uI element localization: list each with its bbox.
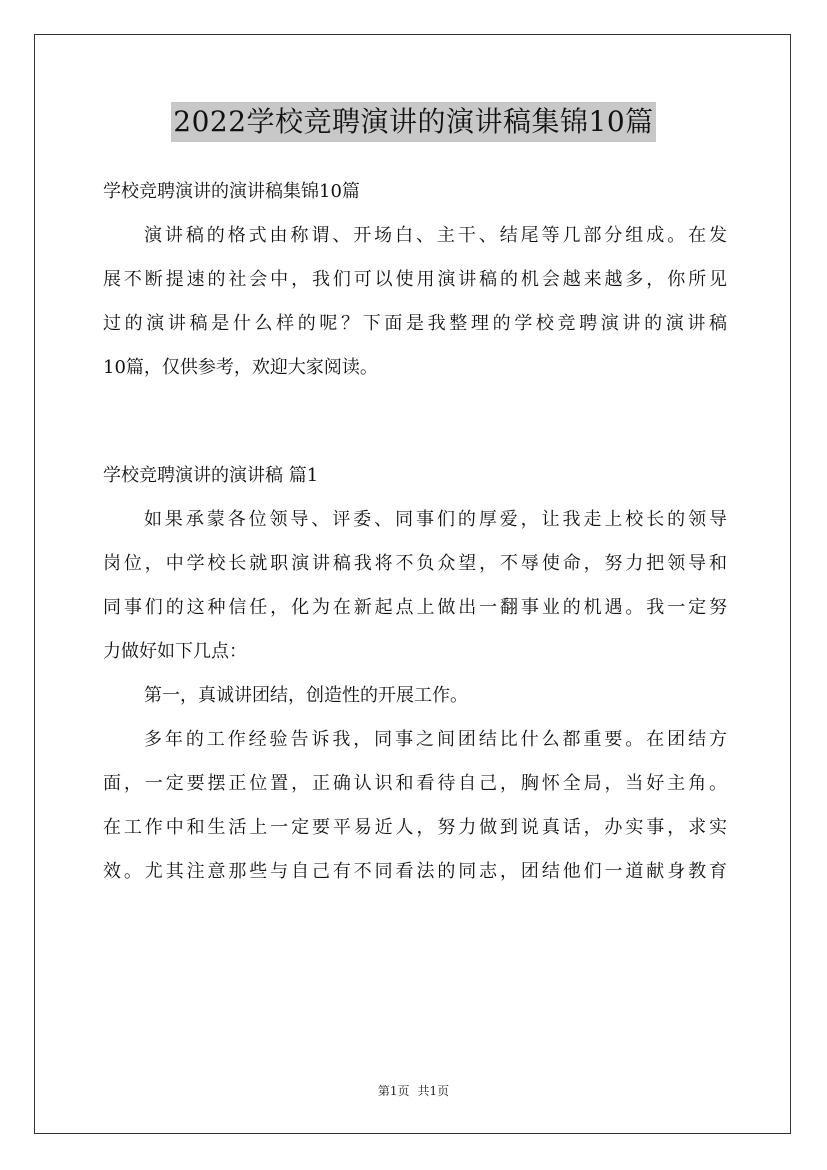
title-container <box>0 102 827 142</box>
paragraph-2 <box>103 674 727 718</box>
paragraph-line: 在工作中和生活上一定要平易近人，努力做到说真话，办实事，求实 <box>103 817 727 838</box>
paragraph-line: 力做好如下几点： <box>103 641 247 662</box>
page-number: 第1页 <box>377 1084 410 1098</box>
paragraph-line: 展不断提速的社会中，我们可以使用演讲稿的机会越来越多，你所见 <box>103 269 727 290</box>
paragraph-line: 效。尤其注意那些与自己有不同看法的同志，团结他们一道献身教育 <box>103 861 727 882</box>
paragraph-line: 过的演讲稿是什么样的呢？下面是我整理的学校竞聘演讲的演讲稿 <box>103 313 727 334</box>
paragraph-3 <box>103 718 727 894</box>
paragraph-line: 演讲稿的格式由称谓、开场白、主干、结尾等几部分组成。在发 <box>144 225 727 246</box>
paragraph-line: 同事们的这种信任，化为在新起点上做出一翻事业的机遇。我一定努 <box>103 597 727 618</box>
paragraph-line: 10篇，仅供参考，欢迎大家阅读。 <box>103 357 378 378</box>
paragraph-line: 多年的工作经验告诉我，同事之间团结比什么都重要。在团结方 <box>144 729 727 750</box>
section-heading: 学校竞聘演讲的演讲稿 篇1 <box>103 465 319 486</box>
paragraph-line: 面，一定要摆正位置，正确认识和看待自己，胸怀全局，当好主角。 <box>103 773 727 794</box>
paragraph-line: 岗位，中学校长就职演讲稿我将不负众望，不辱使命，努力把领导和 <box>103 553 727 574</box>
page-total: 共1页 <box>417 1084 450 1098</box>
paragraph-gap <box>103 390 727 454</box>
document-subtitle: 学校竞聘演讲的演讲稿集锦10篇 <box>103 181 360 202</box>
document-body <box>103 170 727 894</box>
document-title: 2022学校竞聘演讲的演讲稿集锦10篇 <box>171 102 655 142</box>
page-footer <box>0 1083 827 1099</box>
intro-paragraph <box>103 214 727 390</box>
paragraph-1 <box>103 498 727 674</box>
paragraph-line: 第一，真诚讲团结，创造性的开展工作。 <box>144 685 468 706</box>
paragraph-line: 如果承蒙各位领导、评委、同事们的厚爱，让我走上校长的领导 <box>144 509 727 530</box>
